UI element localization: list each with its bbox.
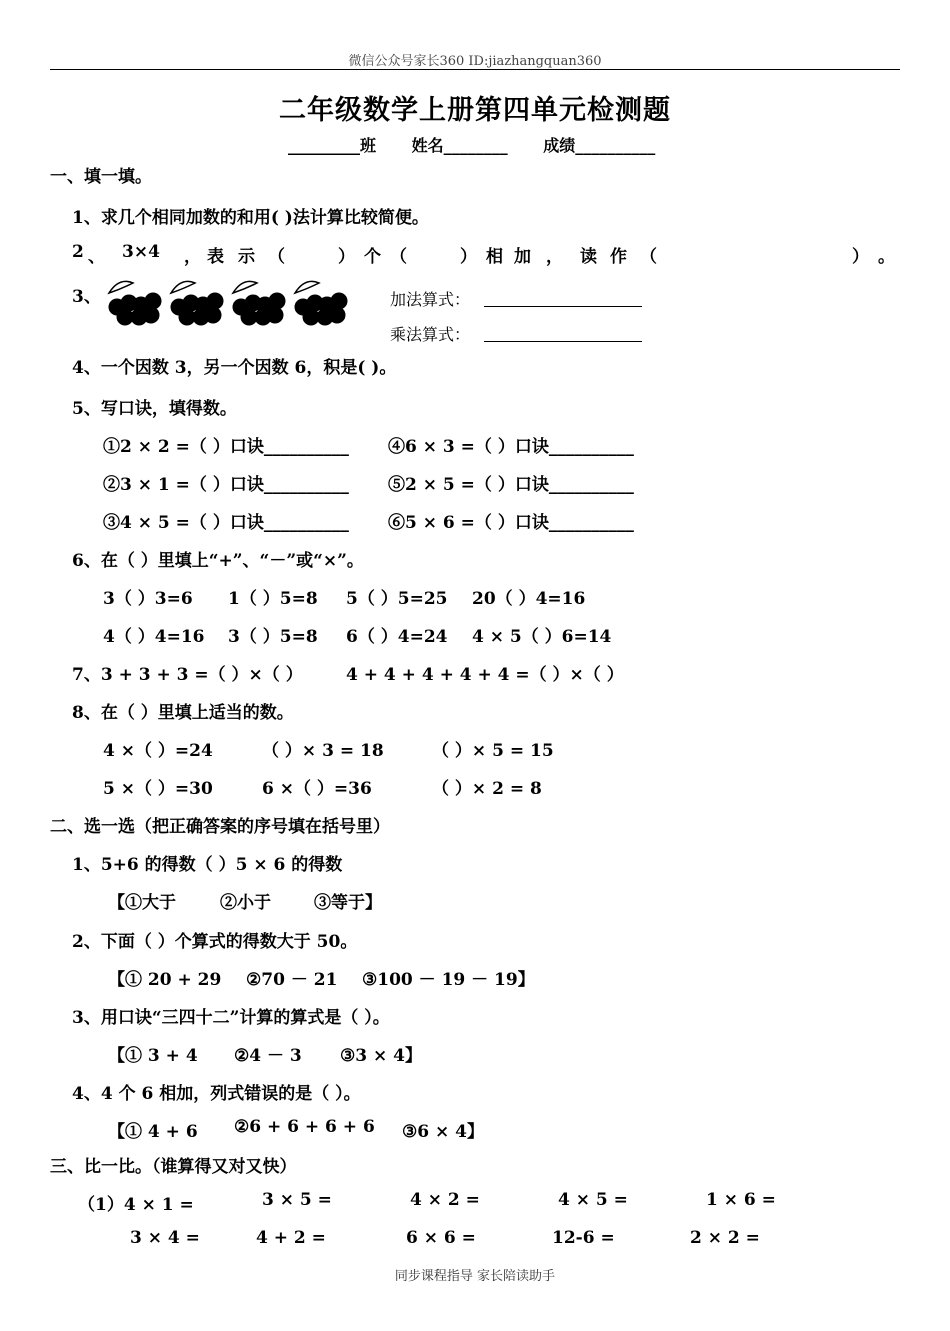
cherries-illustration	[105, 275, 360, 331]
s3-item: 4 × 2 =	[410, 1190, 480, 1210]
q8-item: （ ）× 3 = 18	[262, 741, 384, 761]
header-divider	[50, 69, 900, 70]
cherry-bunch-icon	[295, 281, 347, 325]
section-2-title: 二、选一选（把正确答案的序号填在括号里）	[50, 817, 390, 837]
q5-item: ①2 × 2 =（ ）口诀__________	[103, 437, 349, 457]
q8-item: 5 ×（ ）=30	[103, 779, 213, 799]
s2-q2-option: ②70 － 21	[246, 970, 338, 990]
add-answer-line	[484, 292, 642, 307]
q6-item: 20（ ）4=16	[472, 589, 586, 609]
s1-q2-part: （	[268, 247, 285, 267]
s3-item: 4 + 2 =	[256, 1228, 326, 1248]
cherry-bunch-icon	[171, 281, 223, 325]
s1-q2-part: 表	[207, 247, 224, 267]
section-1-title: 一、填一填。	[50, 167, 152, 187]
s1-q4: 4、一个因数 3，另一个因数 6，积是( )。	[72, 358, 397, 378]
s1-q2-part: 3×4	[122, 242, 160, 262]
q5-item: ④6 × 3 =（ ）口诀__________	[388, 437, 634, 457]
s1-q2-part: ）	[852, 247, 869, 267]
s2-q1-option: 【①大于	[108, 893, 176, 913]
q5-item: ⑤2 × 5 =（ ）口诀__________	[388, 475, 634, 495]
s1-q2-part: 作	[610, 247, 627, 267]
s1-q2-part: （	[640, 247, 657, 267]
q8-item: （ ）× 5 = 15	[432, 741, 554, 761]
s1-q2-part: 加	[514, 247, 531, 267]
s1-q7-b: 4 + 4 + 4 + 4 + 4 =（ ）×（ ）	[346, 665, 624, 685]
s2-q2-option: ③100 － 19 － 19】	[362, 970, 535, 990]
page-title: 二年级数学上册第四单元检测题	[279, 95, 671, 126]
q6-item: 3（ ）3=6	[103, 589, 193, 609]
q6-item: 3（ ）5=8	[228, 627, 318, 647]
s1-q3-mul-label: 乘法算式：	[390, 325, 471, 344]
s2-q1-option: ③等于】	[314, 893, 382, 913]
s2-q3: 3、用口诀“三四十二”计算的算式是（ ）。	[72, 1008, 390, 1028]
s2-q3-option: ②4 － 3	[234, 1046, 302, 1066]
s1-q6: 6、在（ ）里填上“+”、“－”或“×”。	[72, 551, 364, 571]
section-3-title: 三、比一比。（谁算得又对又快）	[50, 1157, 297, 1177]
q6-item: 1（ ）5=8	[228, 589, 318, 609]
mul-answer-line	[484, 327, 642, 342]
s3-item: 4 × 5 =	[558, 1190, 628, 1210]
s2-q4-option: 【① 4 + 6	[108, 1122, 198, 1142]
q6-item: 6（ ）4=24	[346, 627, 448, 647]
s1-q2-part: ，	[546, 247, 563, 267]
page-footer: 同步课程指导 家长陪读助手	[394, 1269, 556, 1284]
s2-q4-option: ②6 + 6 + 6 + 6	[234, 1117, 375, 1137]
s2-q2: 2、下面（ ）个算式的得数大于 50。	[72, 932, 358, 952]
s2-q4: 4、4 个 6 相加，列式错误的是（ ）。	[72, 1084, 361, 1104]
s3-item: 12-6 =	[552, 1228, 615, 1248]
s1-q2-part: ）	[460, 247, 477, 267]
cherry-bunch-icon	[109, 281, 161, 325]
q8-item: （ ）× 2 = 8	[432, 779, 542, 799]
q6-item: 4 × 5（ ）6=14	[472, 627, 612, 647]
q5-item: ③4 × 5 =（ ）口诀__________	[103, 513, 349, 533]
q6-item: 4（ ）4=16	[103, 627, 205, 647]
s1-q8: 8、在（ ）里填上适当的数。	[72, 703, 294, 723]
s1-q2-part: 读	[580, 247, 597, 267]
s1-q5: 5、写口诀，填得数。	[72, 399, 237, 419]
s3-item: 1 × 6 =	[706, 1190, 776, 1210]
s3-item: 6 × 6 =	[406, 1228, 476, 1248]
s3-item: （1）4 × 1 =	[78, 1195, 194, 1215]
s1-q2-part: 。	[878, 247, 895, 267]
q6-item: 5（ ）5=25	[346, 589, 448, 609]
s1-q3-number: 3、	[72, 287, 101, 307]
s1-q7-a: 7、3 + 3 + 3 =（ ）×（ ）	[72, 665, 303, 685]
s1-q2-part: 2	[72, 242, 84, 262]
cherry-bunch-icon	[233, 281, 285, 325]
s2-q2-option: 【① 20 + 29	[108, 970, 222, 990]
s2-q1: 1、5+6 的得数（ ）5 × 6 的得数	[72, 855, 343, 875]
s1-q3-add-label: 加法算式：	[390, 290, 471, 309]
s1-q2-part: ）	[338, 247, 355, 267]
q8-item: 6 ×（ ）=36	[262, 779, 372, 799]
s1-q2-part: 相	[486, 247, 503, 267]
s3-item: 3 × 5 =	[262, 1190, 332, 1210]
s2-q1-option: ②小于	[220, 893, 271, 913]
student-info	[288, 133, 685, 156]
q5-item: ②3 × 1 =（ ）口诀__________	[103, 475, 349, 495]
s1-q1: 1、求几个相同加数的和用( )法计算比较简便。	[72, 208, 429, 228]
s1-q2-part: （	[390, 247, 407, 267]
s2-q4-option: ③6 × 4】	[402, 1122, 484, 1142]
name-field: 姓名________	[411, 136, 508, 155]
class-field: _________班	[288, 136, 377, 155]
score-field: 成绩__________	[543, 136, 656, 155]
s2-q3-option: ③3 × 4】	[340, 1046, 422, 1066]
page-header: 微信公众号家长360 ID:jiazhangquan360	[348, 54, 602, 69]
q8-item: 4 ×（ ）=24	[103, 741, 213, 761]
s2-q3-option: 【① 3 + 4	[108, 1046, 198, 1066]
q5-item: ⑥5 × 6 =（ ）口诀__________	[388, 513, 634, 533]
s3-item: 2 × 2 =	[690, 1228, 760, 1248]
s1-q2-part: 个	[364, 247, 381, 267]
s1-q2-part: 、	[88, 247, 105, 267]
s3-item: 3 × 4 =	[130, 1228, 200, 1248]
s1-q2-part: ，	[184, 247, 201, 267]
s1-q2-part: 示	[238, 247, 255, 267]
